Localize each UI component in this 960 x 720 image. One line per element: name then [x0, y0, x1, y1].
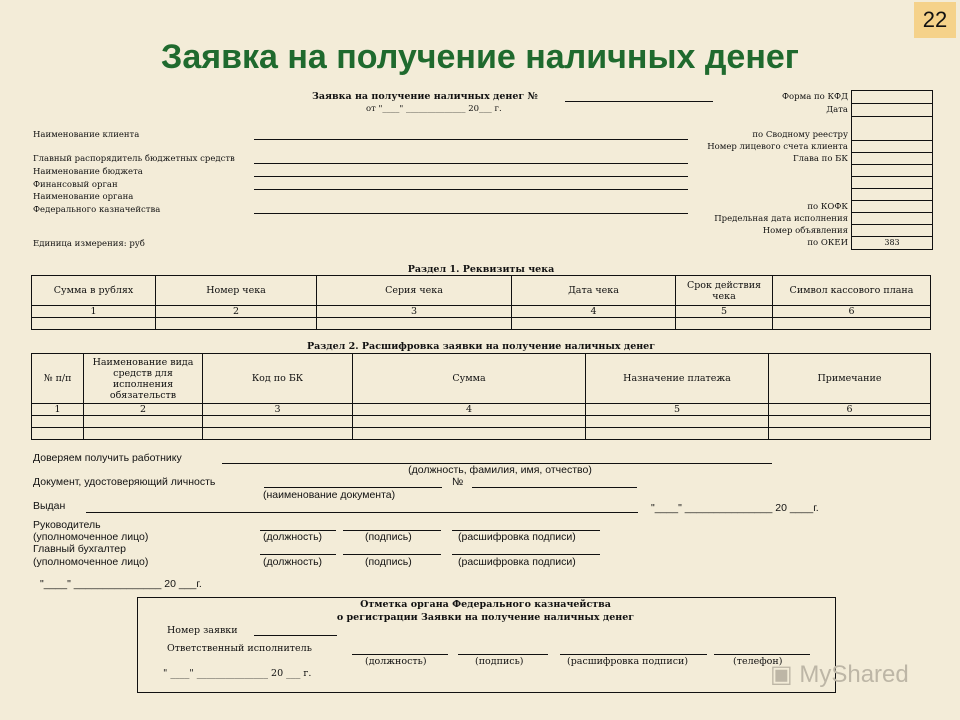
label-main-manager: Главный распорядитель бюджетных средств	[33, 154, 235, 164]
bottom-date-line: "____" _______________ 20 ___г.	[40, 578, 202, 590]
label-announce: Номер объявления	[762, 226, 848, 236]
watermark-text: MyShared	[799, 661, 909, 688]
trust-caption: (должность, фамилия, имя, отчество)	[408, 464, 592, 476]
stamp-title-1: Отметка органа Федерального казначейства	[360, 599, 611, 610]
label-okei: по ОКЕИ	[807, 238, 848, 248]
issued-date: "____" _______________ 20 ____г.	[651, 502, 819, 514]
head-cap-decode: (расшифровка подписи)	[458, 531, 576, 543]
doc-number-sign: №	[452, 476, 464, 488]
stamp-title-2: о регистрации Заявки на получение наличных денег	[336, 612, 635, 623]
stamp-request-no: Номер заявки	[167, 625, 238, 636]
s1-header-validity: Срок действия чека	[676, 276, 773, 306]
stamp-cap-signature: (подпись)	[475, 656, 524, 667]
codes-box	[851, 90, 933, 250]
section1-table	[31, 275, 931, 330]
s2-header-note: Примечание	[769, 354, 931, 404]
chief-cap-position: (должность)	[263, 556, 323, 568]
s1-num: 3	[317, 306, 512, 318]
doc-caption: (наименование документа)	[263, 489, 396, 501]
issued-label: Выдан	[33, 500, 66, 512]
s2-header-sum: Сумма	[353, 354, 586, 404]
label-kofk: по КОФК	[807, 202, 848, 212]
okei-value: 383	[884, 238, 900, 247]
s1-header-symbol: Символ кассового плана	[773, 276, 931, 306]
label-kfd: Форма по КФД	[781, 92, 848, 102]
chief-sub: (уполномоченное лицо)	[33, 556, 149, 568]
head-cap-signature: (подпись)	[365, 531, 412, 543]
s2-num: 3	[203, 404, 353, 416]
s1-header-series: Серия чека	[317, 276, 512, 306]
label-account: Номер лицевого счета клиента	[707, 142, 848, 152]
head-cap-position: (должность)	[263, 531, 323, 543]
label-chapter: Глава по БК	[793, 154, 848, 164]
doc-label: Документ, удостоверяющий личность	[33, 476, 216, 488]
presentation-icon: ▣	[770, 661, 793, 688]
stamp-date-line: " ____" _______________ 20 ___ г.	[163, 668, 312, 679]
s2-header-no: № п/п	[32, 354, 84, 404]
s2-header-purpose: Назначение платежа	[586, 354, 769, 404]
s1-num: 2	[156, 306, 317, 318]
s1-num: 5	[676, 306, 773, 318]
label-organ-name: Наименование органа	[33, 192, 134, 202]
s1-header-check-no: Номер чека	[156, 276, 317, 306]
head-sub: (уполномоченное лицо)	[33, 531, 149, 543]
stamp-cap-position: (должность)	[365, 656, 427, 667]
label-date: Дата	[826, 105, 848, 115]
head-label: Руководитель	[33, 519, 101, 531]
section1-title: Раздел 1. Реквизиты чека	[407, 264, 555, 275]
label-deadline: Предельная дата исполнения	[714, 214, 848, 224]
s2-num: 4	[353, 404, 586, 416]
label-finance-body: Финансовый орган	[33, 180, 118, 190]
chief-label: Главный бухгалтер	[33, 543, 126, 555]
s2-num: 2	[84, 404, 203, 416]
stamp-executor: Ответственный исполнитель	[167, 643, 312, 654]
label-treasury: Федерального казначейства	[33, 205, 161, 215]
s1-num: 6	[773, 306, 931, 318]
chief-cap-signature: (подпись)	[365, 556, 412, 568]
s2-num: 5	[586, 404, 769, 416]
form-title: Заявка на получение наличных денег №	[312, 91, 538, 102]
s2-num: 6	[769, 404, 931, 416]
slide-title: Заявка на получение наличных денег	[161, 38, 799, 76]
label-client: Наименование клиента	[33, 130, 140, 140]
s1-header-sum: Сумма в рублях	[32, 276, 156, 306]
page-number: 22	[914, 2, 956, 38]
s1-num: 4	[512, 306, 676, 318]
form-date-line: от "____" ______________ 20___ г.	[366, 104, 502, 114]
watermark-logo	[770, 660, 909, 689]
section2-title: Раздел 2. Расшифровка заявки на получение наличных денег	[306, 341, 656, 352]
label-unit: Единица измерения: руб	[33, 239, 145, 249]
s2-header-fund-type: Наименование вида средств для исполнения обязательств	[84, 354, 203, 404]
stamp-cap-phone: (телефон)	[733, 656, 783, 667]
trust-label: Доверяем получить работнику	[33, 452, 182, 464]
s1-num: 1	[32, 306, 156, 318]
s2-num: 1	[32, 404, 84, 416]
section2-table	[31, 353, 931, 440]
label-register: по Сводному реестру	[752, 130, 848, 140]
chief-cap-decode: (расшифровка подписи)	[458, 556, 576, 568]
s1-header-date: Дата чека	[512, 276, 676, 306]
s2-header-bk-code: Код по БК	[203, 354, 353, 404]
label-budget: Наименование бюджета	[33, 167, 143, 177]
stamp-cap-decode: (расшифровка подписи)	[567, 656, 689, 667]
